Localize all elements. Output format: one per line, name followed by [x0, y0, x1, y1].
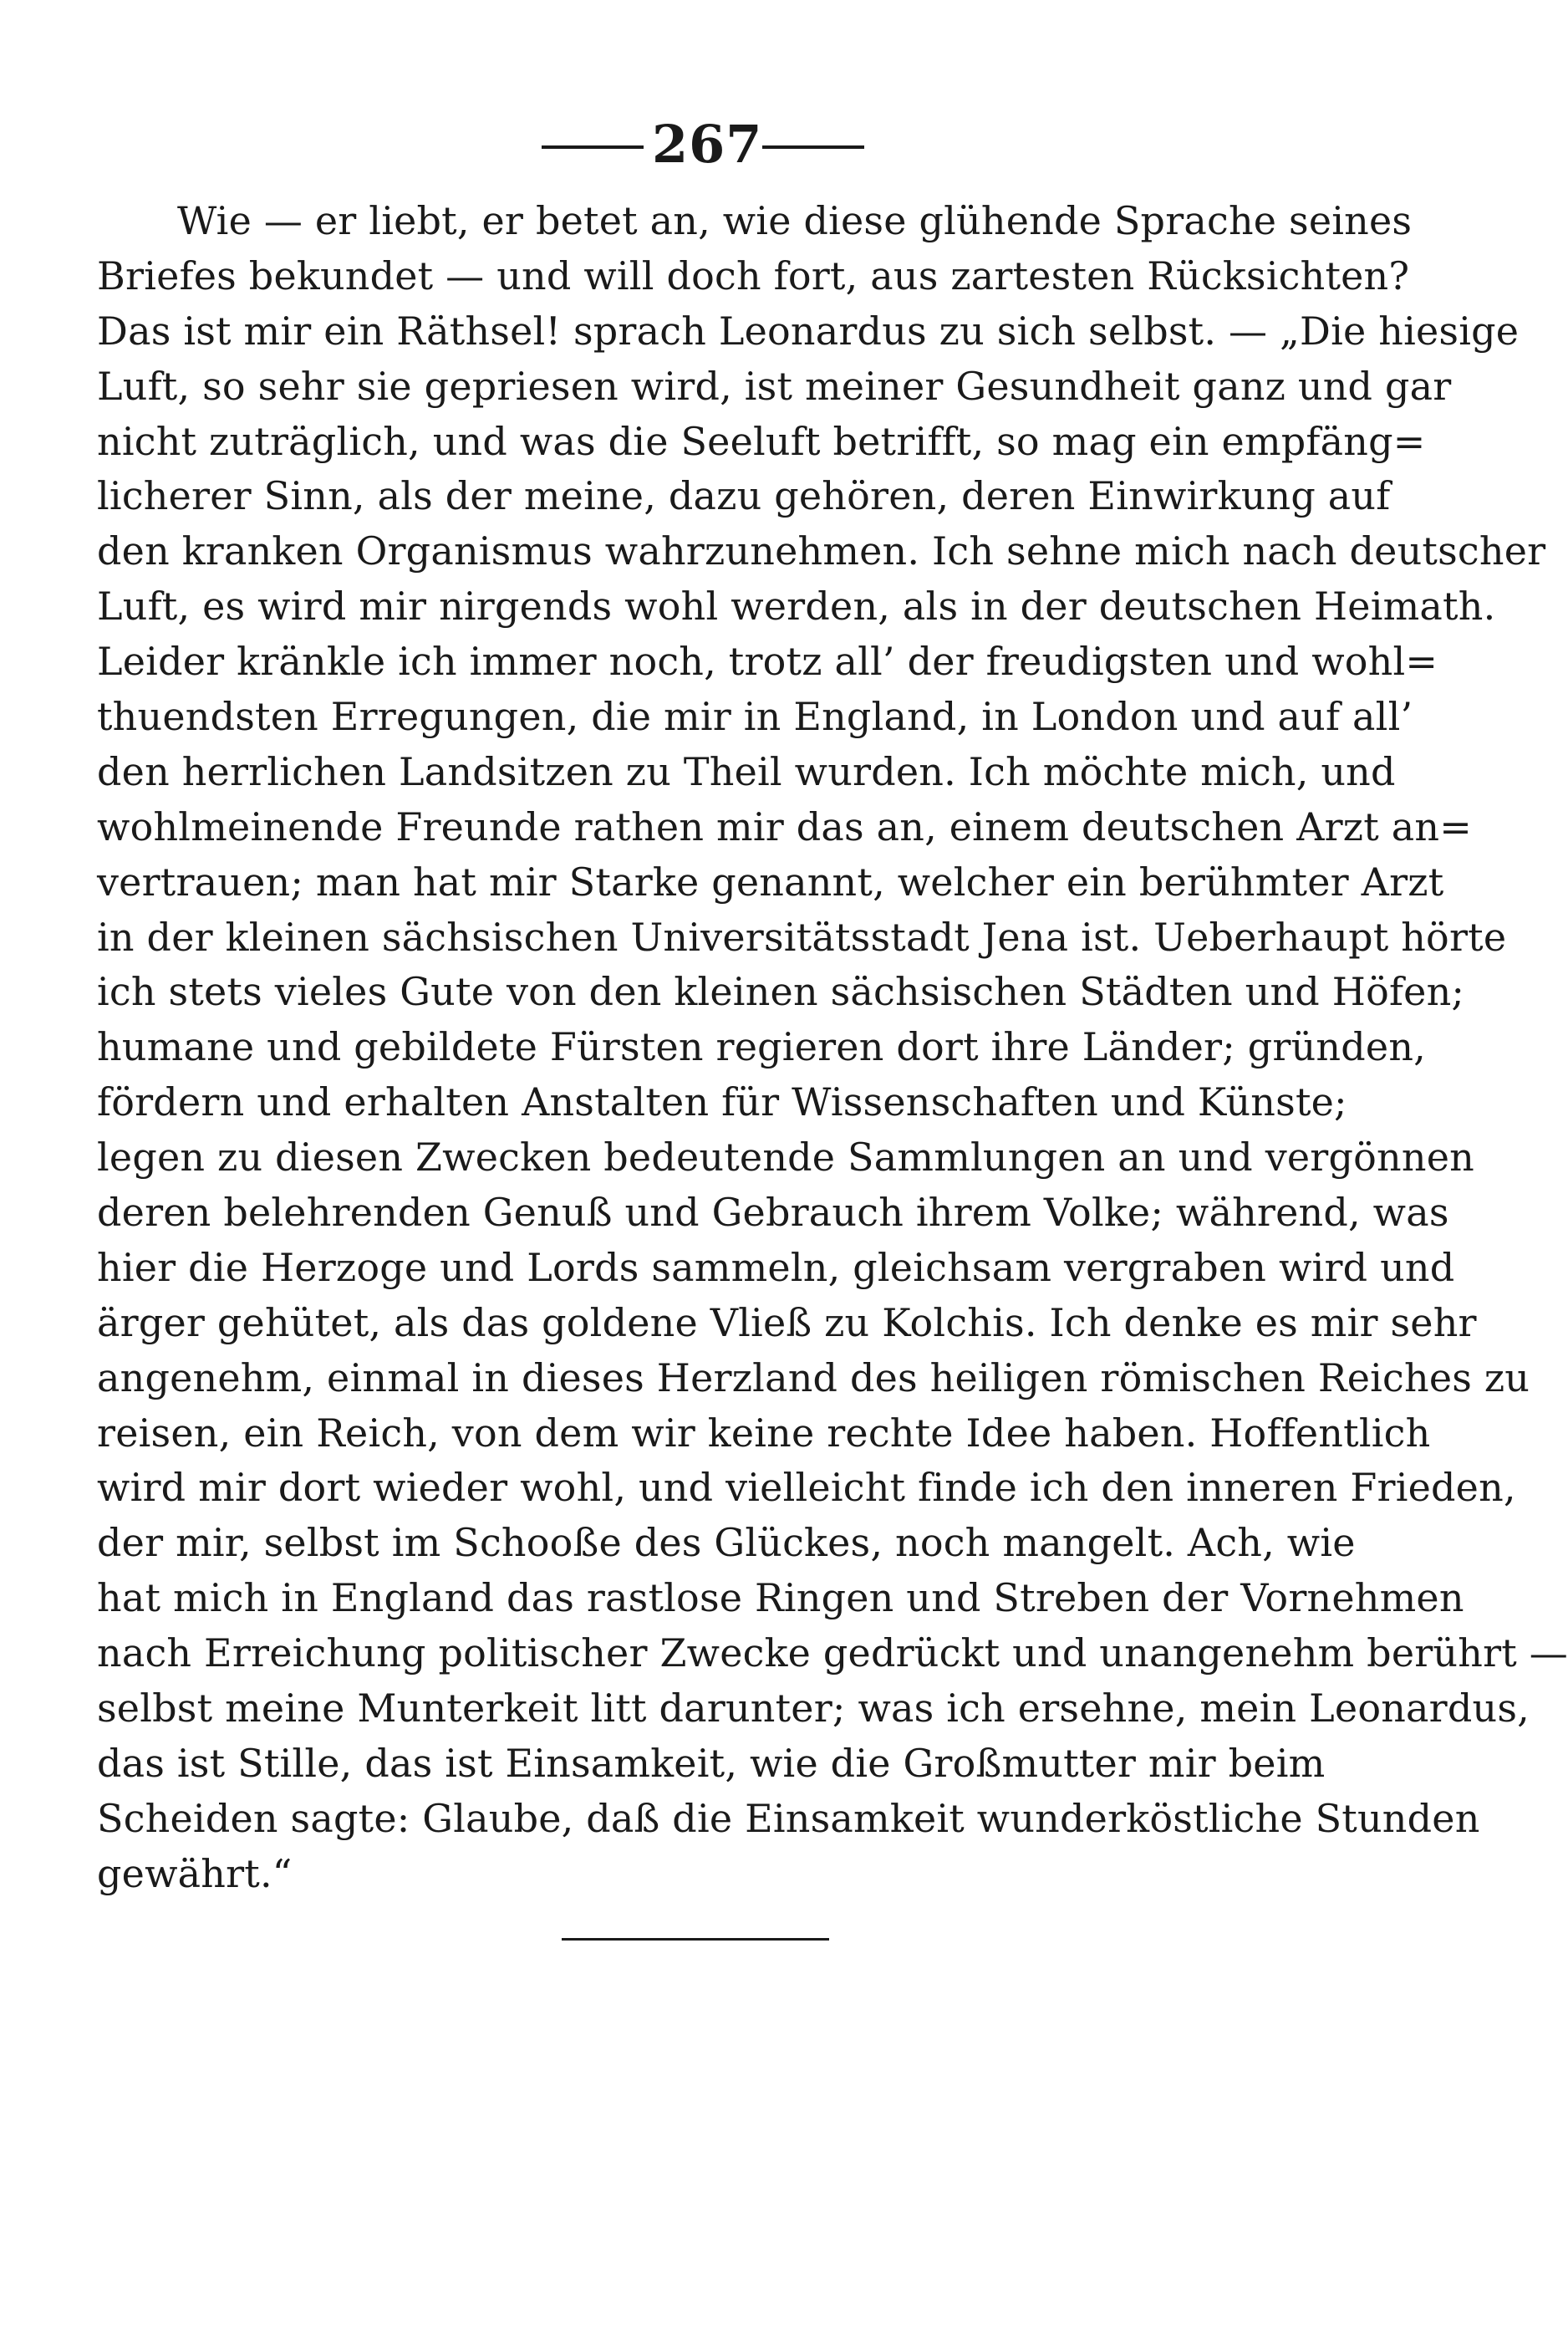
text-line: ärger gehütet, als das goldene Vließ zu Kolchis. Ich denke es mir sehr — [97, 1299, 1477, 1345]
text-line: Das ist mir ein Räthsel! sprach Leonardus zu sich selbst. — „Die hiesige — [97, 308, 1520, 354]
text-line: Leider kränkle ich immer noch, trotz all’ der freudigsten und wohl= — [97, 639, 1438, 685]
text-line: wird mir dort wieder wohl, und vielleicht finde ich den inneren Frieden, — [97, 1465, 1516, 1511]
text-line: vertrauen; man hat mir Starke genannt, welcher ein berühmter Arzt — [97, 859, 1444, 905]
text-line: nach Erreichung politischer Zwecke gedrückt und unangenehm berührt — — [97, 1630, 1568, 1676]
text-line: ich stets vieles Gute von den kleinen sächsischen Städten und Höfen; — [97, 969, 1465, 1015]
text-line: wohlmeinende Freunde rathen mir das an, einem deutschen Arzt an= — [97, 803, 1472, 849]
text-line: hat mich in England das rastlose Ringen und Streben der Vornehmen — [97, 1575, 1464, 1621]
text-line: gewährt.“ — [97, 1850, 293, 1896]
text-line: Scheiden sagte: Glaube, daß die Einsamkeit wunderköstliche Stunden — [97, 1795, 1480, 1841]
text-line: der mir, selbst im Schooße des Glückes, noch mangelt. Ach, wie — [97, 1520, 1356, 1566]
page-header — [0, 107, 1407, 182]
text-line: nicht zuträglich, und was die Seeluft betrifft, so mag ein empfäng= — [97, 418, 1426, 464]
text-line: humane und gebildete Fürsten regieren dort ihre Länder; gründen, — [97, 1024, 1426, 1070]
body-text — [97, 194, 1568, 1902]
chapter-end-rule — [562, 1938, 829, 1941]
text-line: licherer Sinn, als der meine, dazu gehören, deren Einwirkung auf — [97, 473, 1391, 519]
header-rule-right — [762, 145, 864, 149]
text-line: deren belehrenden Genuß und Gebrauch ihrem Volke; während, was — [97, 1190, 1449, 1236]
text-line: reisen, ein Reich, von dem wir keine rechte Idee haben. Hoffentlich — [97, 1410, 1431, 1456]
text-line: thuendsten Erregungen, die mir in England, in London und auf all’ — [97, 694, 1413, 740]
page-number: 267 — [652, 114, 763, 175]
text-line: hier die Herzoge und Lords sammeln, gleichsam vergraben wird und — [97, 1244, 1455, 1290]
text-line: legen zu diesen Zwecken bedeutende Sammlungen an und vergönnen — [97, 1135, 1474, 1181]
text-line: Luft, es wird mir nirgends wohl werden, als in der deutschen Heimath. — [97, 584, 1496, 630]
text-line: den herrlichen Landsitzen zu Theil wurden. Ich möchte mich, und — [97, 748, 1396, 794]
text-line: Briefes bekundet — und will doch fort, aus zartesten Rücksichten? — [97, 252, 1410, 298]
text-line: das ist Stille, das ist Einsamkeit, wie die Großmutter mir beim — [97, 1740, 1326, 1786]
text-line: Wie — er liebt, er betet an, wie diese glühende Sprache seines — [177, 198, 1413, 243]
text-line: fördern und erhalten Anstalten für Wissenschaften und Künste; — [97, 1079, 1347, 1125]
text-line: Luft, so sehr sie gepriesen wird, ist meiner Gesundheit ganz und gar — [97, 363, 1452, 409]
text-line: selbst meine Munterkeit litt darunter; was ich ersehne, mein Leonardus, — [97, 1686, 1530, 1732]
text-line: angenehm, einmal in dieses Herzland des heiligen römischen Reiches zu — [97, 1354, 1530, 1400]
text-line: in der kleinen sächsischen Universitätsstadt Jena ist. Ueberhaupt hörte — [97, 914, 1507, 960]
text-line: den kranken Organismus wahrzunehmen. Ich sehne mich nach deutscher — [97, 528, 1546, 574]
header-rule-left — [542, 145, 644, 149]
